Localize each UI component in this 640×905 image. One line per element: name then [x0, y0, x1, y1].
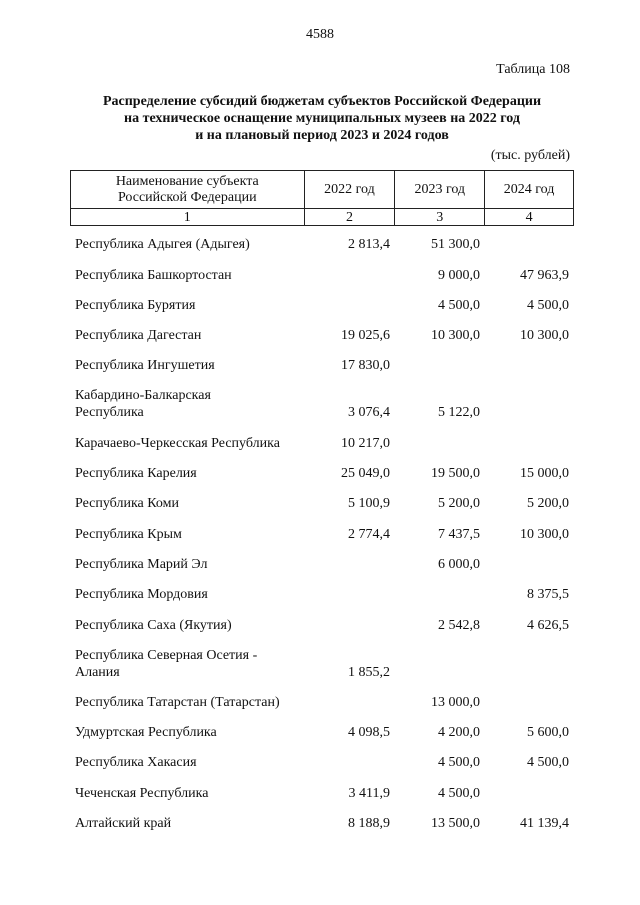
table-row: [70, 577, 574, 607]
table-row: [70, 257, 574, 287]
region-name-line: Республика Дагестан: [75, 328, 202, 344]
data-table: [70, 227, 574, 836]
region-name-line: Республика Татарстан (Татарстан): [75, 694, 280, 710]
value-2024: 47 963,9: [520, 267, 569, 283]
region-name: [70, 227, 304, 257]
column-header-2023: 2023 год: [395, 171, 485, 209]
value-2024: [485, 378, 574, 425]
value-2024: 4 500,0: [527, 297, 569, 313]
value-2023: 6 000,0: [438, 556, 480, 572]
value-2022: 17 830,0: [341, 358, 390, 374]
value-2022: [304, 745, 395, 775]
value-2022: [304, 288, 395, 318]
region-name-line: Республика Коми: [75, 496, 179, 512]
column-number: 2: [304, 209, 395, 226]
value-2022: 19 025,6: [341, 328, 390, 344]
value-2023: 19 500,0: [431, 466, 480, 482]
value-2022: 3 076,4: [348, 405, 390, 421]
value-2024: 5 600,0: [527, 725, 569, 741]
region-name: [70, 516, 304, 546]
region-name: [70, 378, 304, 425]
region-name: [70, 318, 304, 348]
region-name-line: Республика Крым: [75, 526, 182, 542]
value-2024: 41 139,4: [520, 816, 569, 832]
value-2024: 10 300,0: [520, 526, 569, 542]
value-2022: 4 098,5: [348, 725, 390, 741]
value-2023: [395, 638, 485, 685]
value-2022: 3 411,9: [348, 785, 390, 801]
region-name-line: Республика Адыгея (Адыгея): [75, 237, 250, 253]
value-2023: 13 000,0: [431, 694, 480, 710]
value-2023: 4 500,0: [438, 297, 480, 313]
region-name-line: Республика Марий Эл: [75, 556, 208, 572]
value-2024: 15 000,0: [520, 466, 569, 482]
region-name: [70, 577, 304, 607]
value-2023: 51 300,0: [431, 237, 480, 253]
value-2023: 5 122,0: [438, 405, 480, 421]
document-title: [70, 93, 574, 144]
region-name-line: Республика: [75, 405, 144, 421]
table-row: [70, 288, 574, 318]
value-2023: [395, 577, 485, 607]
value-2024: [485, 227, 574, 257]
value-2024: 10 300,0: [520, 328, 569, 344]
value-2022: 25 049,0: [341, 466, 390, 482]
column-header-name-line: Наименование субъекта: [115, 173, 259, 189]
table-row: [70, 775, 574, 805]
value-2023: 13 500,0: [431, 816, 480, 832]
region-name-line: Республика Северная Осетия -: [75, 647, 258, 663]
units-label: (тыс. рублей): [490, 148, 570, 163]
column-header-name-line: Российской Федерации: [117, 189, 257, 205]
value-2024: [485, 638, 574, 685]
region-name-line: Алтайский край: [75, 816, 172, 832]
region-name-line: Республика Саха (Якутия): [75, 617, 232, 633]
table-row: [70, 318, 574, 348]
value-2022: [304, 577, 395, 607]
table-header: [70, 170, 574, 226]
region-name: [70, 257, 304, 287]
region-name-line: Республика Башкортостан: [75, 267, 232, 283]
value-2022: 8 188,9: [348, 816, 390, 832]
table-row: [70, 378, 574, 425]
value-2022: 1 855,2: [348, 664, 390, 680]
value-2023: 5 200,0: [438, 496, 480, 512]
table-row: [70, 227, 574, 257]
value-2023: 4 500,0: [438, 785, 480, 801]
region-name-line: Удмуртская Республика: [75, 725, 217, 741]
column-header-2022: 2022 год: [304, 171, 395, 209]
table-row: [70, 486, 574, 516]
value-2022: [304, 547, 395, 577]
value-2023: 7 437,5: [438, 526, 480, 542]
value-2023: [395, 425, 485, 455]
value-2022: 5 100,9: [348, 496, 390, 512]
value-2022: 2 813,4: [348, 237, 390, 253]
table-row: [70, 745, 574, 775]
title-line: и на плановый период 2023 и 2024 годов: [195, 128, 449, 143]
column-header-2024: 2024 год: [485, 171, 574, 209]
value-2024: 5 200,0: [527, 496, 569, 512]
table-row: [70, 607, 574, 637]
region-name-line: Чеченская Республика: [75, 785, 209, 801]
region-name: [70, 486, 304, 516]
region-name: [70, 348, 304, 378]
region-name-line: Республика Мордовия: [75, 587, 208, 603]
table-row: [70, 456, 574, 486]
value-2024: 8 375,5: [527, 587, 569, 603]
region-name: [70, 456, 304, 486]
region-name-line: Алания: [75, 664, 120, 680]
region-name-line: Республика Карелия: [75, 466, 197, 482]
region-name: [70, 715, 304, 745]
region-name-line: Карачаево-Черкесская Республика: [75, 435, 280, 451]
column-number: 4: [485, 209, 574, 226]
column-number: 1: [71, 209, 305, 226]
value-2022: [304, 257, 395, 287]
region-name-line: Республика Ингушетия: [75, 358, 215, 374]
table-row: [70, 715, 574, 745]
table-row: [70, 516, 574, 546]
region-name: [70, 775, 304, 805]
region-name: [70, 638, 304, 685]
title-line: на техническое оснащение муниципальных музеев на 2022 год: [124, 111, 520, 126]
value-2023: 9 000,0: [438, 267, 480, 283]
value-2023: 10 300,0: [431, 328, 480, 344]
region-name: [70, 288, 304, 318]
value-2022: 10 217,0: [341, 435, 390, 451]
table-row: [70, 348, 574, 378]
table-label: Таблица 108: [496, 62, 570, 77]
region-name: [70, 685, 304, 715]
region-name: [70, 425, 304, 455]
value-2023: [395, 348, 485, 378]
region-name: [70, 806, 304, 836]
value-2023: 2 542,8: [438, 617, 480, 633]
table-row: [70, 806, 574, 836]
region-name: [70, 745, 304, 775]
value-2022: [304, 607, 395, 637]
value-2024: 4 500,0: [527, 755, 569, 771]
value-2024: 4 626,5: [527, 617, 569, 633]
value-2024: [485, 775, 574, 805]
region-name: [70, 547, 304, 577]
value-2023: 4 500,0: [438, 755, 480, 771]
value-2024: [485, 547, 574, 577]
region-name-line: Кабардино-Балкарская: [75, 388, 211, 404]
value-2024: [485, 348, 574, 378]
column-header-name: [71, 171, 305, 209]
value-2022: [304, 685, 395, 715]
value-2024: [485, 425, 574, 455]
value-2022: 2 774,4: [348, 526, 390, 542]
table-row: [70, 638, 574, 685]
region-name-line: Республика Бурятия: [75, 297, 196, 313]
table-row: [70, 685, 574, 715]
column-number: 3: [395, 209, 485, 226]
page-number: 4588: [306, 27, 334, 42]
region-name-line: Республика Хакасия: [75, 755, 197, 771]
table-row: [70, 547, 574, 577]
table-row: [70, 425, 574, 455]
value-2023: 4 200,0: [438, 725, 480, 741]
region-name: [70, 607, 304, 637]
title-line: Распределение субсидий бюджетам субъектов Российской Федерации: [102, 94, 542, 109]
value-2024: [485, 685, 574, 715]
